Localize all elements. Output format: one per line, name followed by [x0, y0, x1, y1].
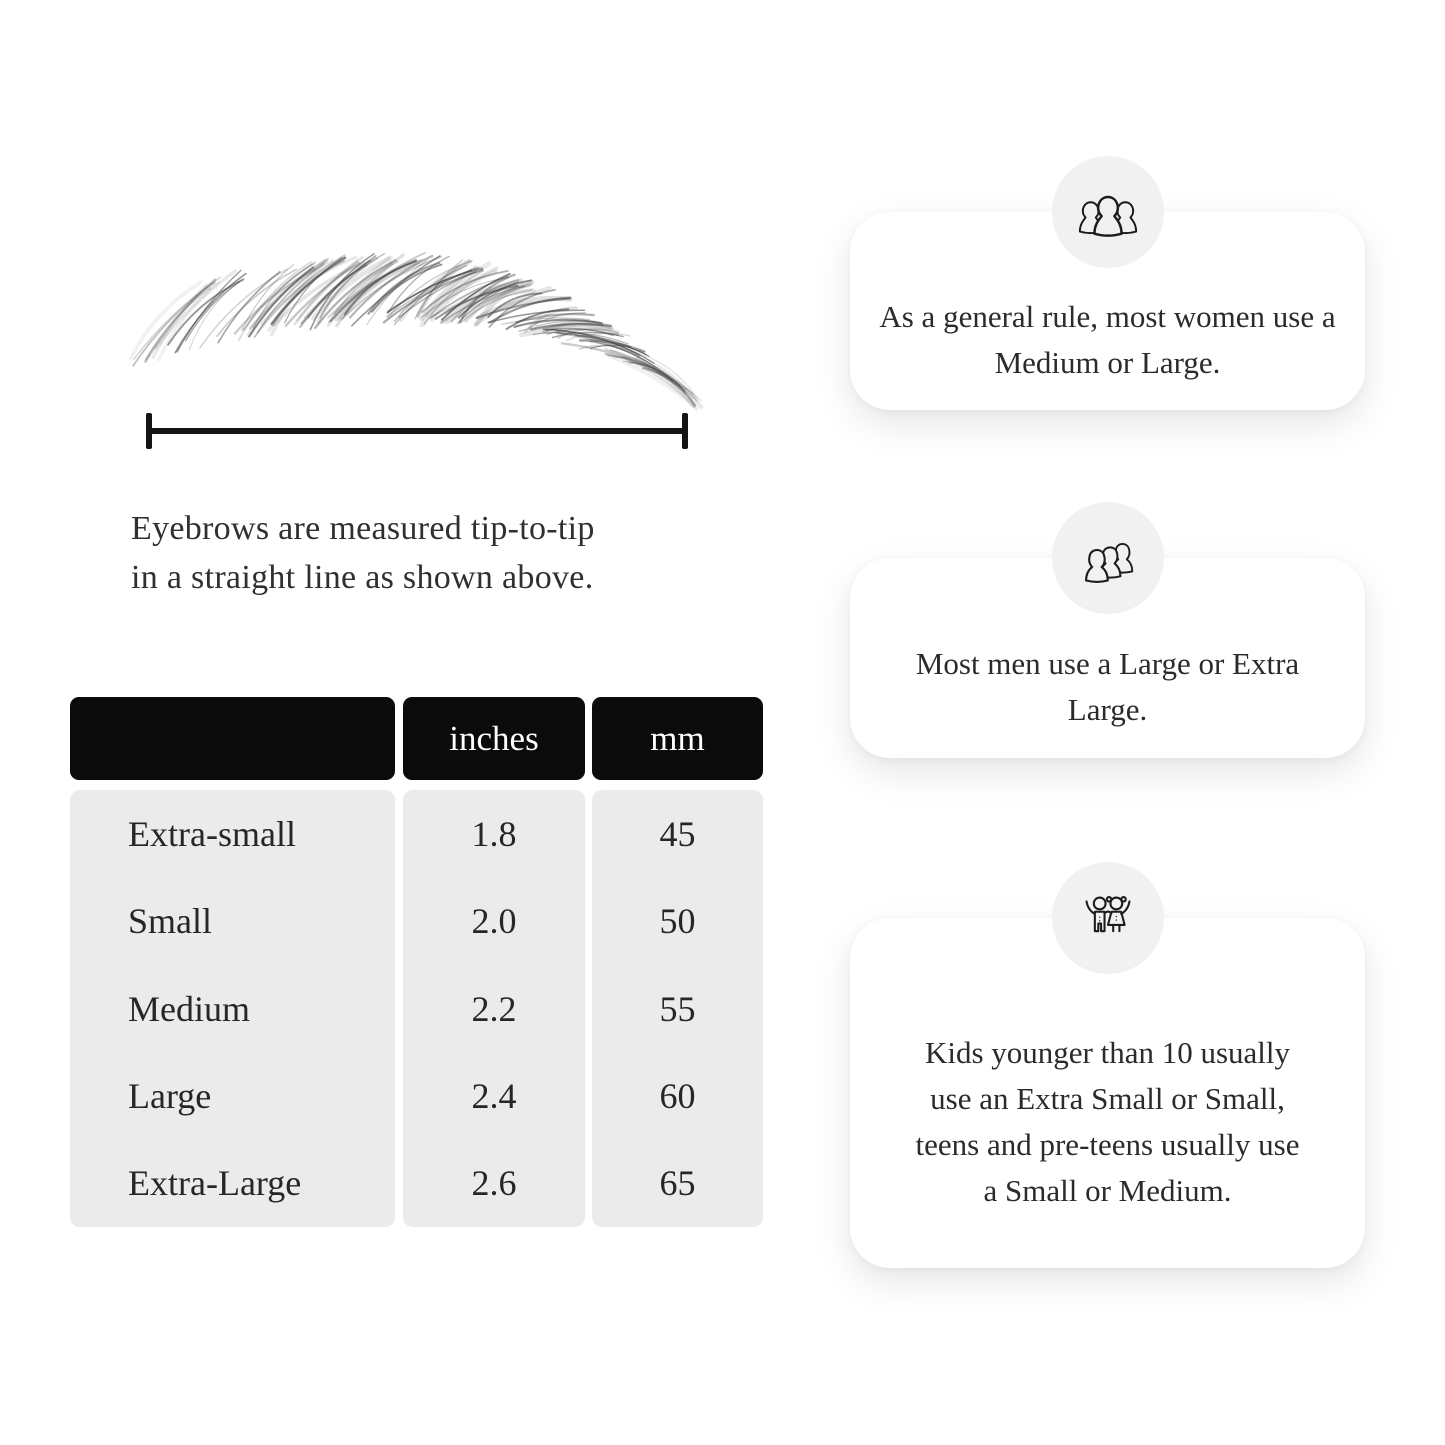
- men-icon-circle: [1052, 502, 1164, 614]
- table-cell-inches: 1.8: [471, 813, 517, 854]
- women-group-icon: [1072, 187, 1144, 237]
- children-icon: [1072, 893, 1144, 943]
- kids-icon-circle: [1052, 862, 1164, 974]
- info-card-men: [850, 558, 1365, 758]
- caption-line-1: Eyebrows are measured tip-to-tip: [131, 510, 595, 547]
- eyebrow-illustration: [122, 238, 700, 410]
- measurement-caption: [131, 504, 595, 602]
- table-cell-mm: 50: [659, 901, 696, 942]
- women-icon-circle: [1052, 156, 1164, 268]
- table-row-size-label: Medium: [128, 988, 250, 1029]
- table-cell-mm: 55: [659, 988, 696, 1029]
- info-card-women: [850, 212, 1365, 410]
- table-row-size-label: Extra-small: [128, 813, 296, 854]
- table-column-sizes: [70, 790, 395, 1227]
- header-cell-size: [70, 697, 395, 780]
- eyebrow-sketch: [122, 238, 700, 410]
- measure-cap-right: [682, 413, 688, 449]
- info-card-kids: [850, 918, 1365, 1268]
- table-cell-inches: 2.4: [471, 1075, 517, 1116]
- men-group-icon: [1072, 533, 1144, 583]
- table-cell-mm: 45: [659, 813, 696, 854]
- women-card-text: As a general rule, most women use a Medium or Large.: [879, 299, 1336, 380]
- header-cell-inches: inches: [403, 697, 585, 780]
- caption-line-2: in a straight line as shown above.: [131, 559, 594, 596]
- table-cell-inches: 2.6: [471, 1163, 517, 1204]
- table-cell-inches: 2.0: [471, 901, 517, 942]
- table-cell-mm: 60: [659, 1075, 696, 1116]
- table-cell-mm: 65: [659, 1163, 696, 1204]
- table-cell-inches: 2.2: [471, 988, 517, 1029]
- kids-card-text: Kids younger than 10 usually use an Extra Small or Small, teens and pre-teens usually use a Small or Medium.: [915, 1035, 1300, 1208]
- table-column-inches: [403, 790, 585, 1227]
- table-row-size-label: Small: [128, 901, 213, 942]
- measure-bar: [146, 428, 688, 434]
- header-cell-mm: mm: [592, 697, 763, 780]
- size-table: [70, 697, 763, 1227]
- measurement-line: [146, 413, 688, 449]
- men-card-text: Most men use a Large or Extra Large.: [915, 646, 1300, 727]
- table-row-size-label: Large: [128, 1075, 212, 1116]
- table-column-mm: [592, 790, 763, 1227]
- table-row-size-label: Extra-Large: [128, 1163, 302, 1204]
